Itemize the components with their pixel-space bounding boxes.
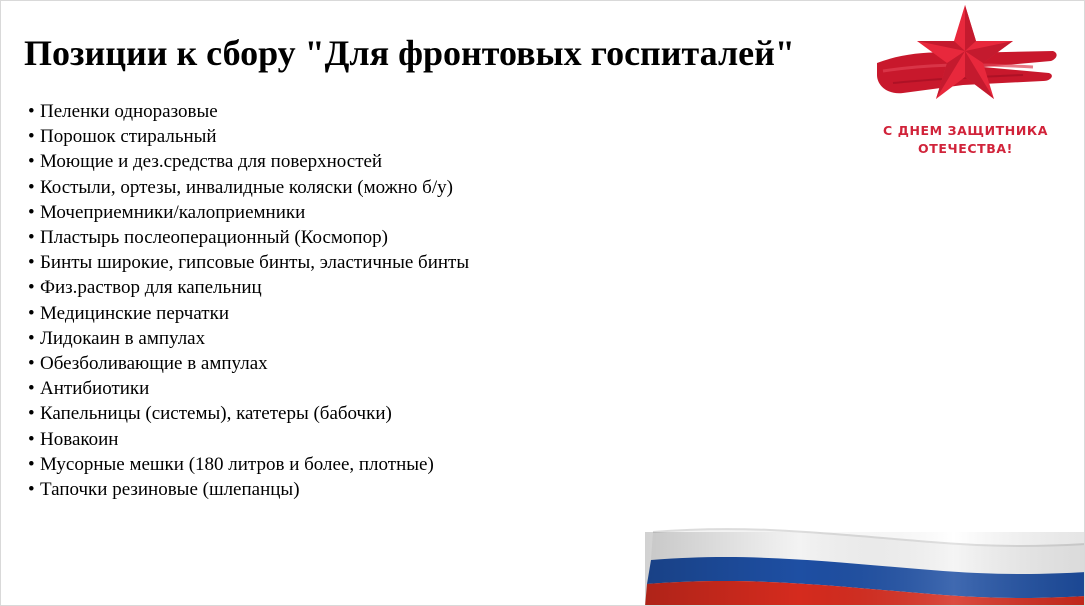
bullet-marker: • (28, 201, 35, 223)
list-item (28, 326, 469, 351)
list-item (28, 200, 469, 225)
list-item-text: Мусорные мешки (180 литров и более, плотные) (40, 453, 434, 475)
list-item (28, 351, 469, 376)
list-item (28, 376, 469, 401)
list-item (28, 452, 469, 477)
logo-caption (863, 122, 1068, 158)
list-item-text: Лидокаин в ампулах (40, 327, 206, 349)
list-item-text: Капельницы (системы), катетеры (бабочки) (40, 403, 392, 425)
list-item-text: Костыли, ортезы, инвалидные коляски (можно б/у) (40, 176, 453, 198)
bullet-marker: • (28, 126, 35, 148)
list-item-text: Новакоин (40, 428, 119, 450)
russian-flag-icon (631, 516, 1085, 606)
bullet-marker: • (28, 378, 35, 400)
list-item (28, 301, 469, 326)
bullet-marker: • (28, 277, 35, 299)
list-item (28, 99, 469, 124)
list-item-text: Пластырь послеоперационный (Космопор) (40, 227, 388, 249)
list-item (28, 250, 469, 275)
list-item-text: Пеленки одноразовые (40, 101, 218, 122)
bullet-marker: • (28, 428, 35, 450)
list-item-text: Физ.раствор для капельниц (40, 277, 262, 299)
list-item (28, 149, 469, 174)
list-item-text: Моющие и дез.средства для поверхностей (40, 151, 383, 173)
list-item (28, 225, 469, 250)
slide-title: Позиции к сбору "Для фронтовых госпиталей" (24, 33, 795, 73)
bullet-marker: • (28, 252, 35, 274)
list-item-text: Обезболивающие в ампулах (40, 353, 268, 375)
logo-caption-line2: ОТЕЧЕСТВА! (918, 141, 1013, 156)
list-item (28, 175, 469, 200)
list-item-text: Бинты широкие, гипсовые бинты, эластичные бинты (40, 252, 470, 274)
bullet-marker: • (28, 353, 35, 375)
bullet-marker: • (28, 176, 35, 198)
list-item-text: Порошок стиральный (40, 126, 217, 148)
bullet-marker: • (28, 403, 35, 425)
item-list (28, 99, 469, 502)
bullet-marker: • (28, 453, 35, 475)
bullet-marker: • (28, 227, 35, 249)
list-item (28, 477, 469, 502)
list-item-text: Антибиотики (40, 378, 150, 400)
list-item (28, 401, 469, 426)
list-item-text: Медицинские перчатки (40, 302, 230, 324)
list-item (28, 124, 469, 149)
bullet-marker: • (28, 479, 35, 501)
list-item (28, 427, 469, 452)
bullet-marker: • (28, 327, 35, 349)
bullet-marker: • (28, 101, 35, 122)
list-item-text: Тапочки резиновые (шлепанцы) (40, 479, 300, 501)
bullet-marker: • (28, 151, 35, 173)
bullet-marker: • (28, 302, 35, 324)
list-item-text: Мочеприемники/калоприемники (40, 201, 306, 223)
logo-caption-line1: С ДНЕМ ЗАЩИТНИКА (883, 123, 1048, 138)
list-item (28, 275, 469, 300)
